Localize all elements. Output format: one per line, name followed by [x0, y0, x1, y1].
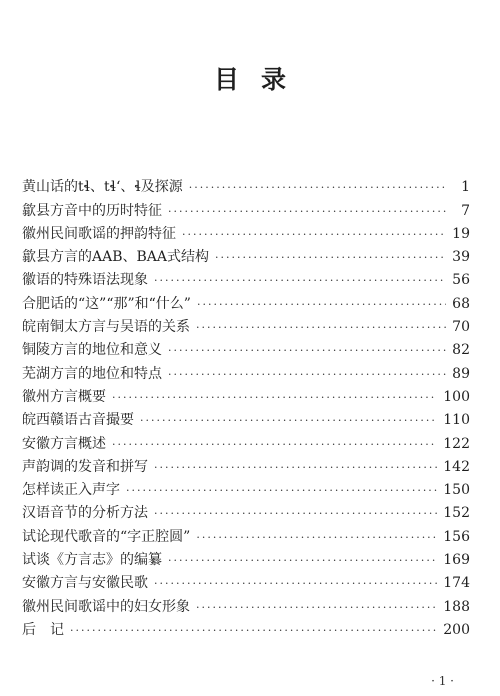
- toc-entry: [22, 521, 470, 544]
- toc-entry: [22, 405, 470, 428]
- toc-leader-dots: [168, 368, 446, 382]
- toc-entry-page: 152: [443, 505, 470, 522]
- toc-entry-page: 174: [443, 575, 470, 592]
- toc-entry: [22, 498, 470, 521]
- toc-leader-dots: [196, 601, 437, 615]
- toc-entry: [22, 428, 470, 451]
- toc-entry: [22, 591, 470, 614]
- toc-entry-title: 皖南铜太方言与吴语的关系: [22, 319, 190, 336]
- toc-entry-page: 68: [452, 295, 470, 312]
- toc-entry-page: 82: [452, 342, 470, 359]
- toc-leader-dots: [112, 438, 437, 452]
- toc-leader-dots: [126, 484, 437, 498]
- toc-entry-page: 110: [443, 412, 470, 429]
- toc-leader-dots: [215, 251, 446, 265]
- toc-entry-page: 56: [452, 272, 470, 289]
- toc-leader-dots: [154, 274, 446, 288]
- toc-entry: [22, 545, 470, 568]
- toc-leader-dots: [112, 391, 437, 405]
- toc-entry-page: 169: [443, 552, 470, 569]
- toc-leader-dots: [168, 554, 437, 568]
- toc-leader-dots: [182, 228, 446, 242]
- toc-leader-dots: [70, 624, 437, 638]
- toc-entry-page: 122: [443, 435, 470, 452]
- toc-leader-dots: [196, 531, 437, 545]
- toc-entry-title: 试论现代歌音的“字正腔圆”: [22, 528, 191, 545]
- toc-entry: [22, 312, 470, 335]
- toc-entry-page: 89: [452, 365, 470, 382]
- toc-entry-page: 19: [452, 225, 470, 242]
- toc-entry: [22, 219, 470, 242]
- toc-entry: [22, 172, 470, 195]
- toc-entry-title: 徽州民间歌谣中的妇女形象: [22, 598, 190, 615]
- toc-entry-title: 后 记: [22, 621, 64, 638]
- toc-entry: [22, 335, 470, 358]
- page-number: · 1 ·: [431, 674, 454, 688]
- toc-leader-dots: [168, 344, 446, 358]
- toc-leader-dots: [154, 577, 437, 591]
- toc-entry-page: 7: [461, 202, 470, 219]
- toc-entry-page: 142: [443, 458, 470, 475]
- toc-entry-page: 1: [461, 179, 470, 196]
- toc-entry-title: 汉语音节的分析方法: [22, 505, 148, 522]
- toc-entry-page: 150: [443, 482, 470, 499]
- toc-entry-title: 合肥话的“这”“那”和“什么”: [22, 295, 191, 312]
- toc-leader-dots: [140, 414, 437, 428]
- toc-entry-title: 皖西赣语古音撮要: [22, 412, 134, 429]
- toc-entry: [22, 475, 470, 498]
- toc-entry-page: 200: [443, 621, 470, 638]
- toc-entry-title: 芜湖方言的地位和特点: [22, 365, 162, 382]
- toc-entry-title: 徽语的特殊语法现象: [22, 272, 148, 289]
- toc-entry: [22, 382, 470, 405]
- table-of-contents: [22, 172, 470, 638]
- toc-entry: [22, 568, 470, 591]
- toc-entry-title: 徽州民间歌谣的押韵特征: [22, 225, 176, 242]
- toc-leader-dots: [168, 205, 448, 219]
- toc-leader-dots: [154, 507, 437, 521]
- toc-entry-title: 试谈《方言志》的编纂: [22, 552, 162, 569]
- toc-entry: [22, 242, 470, 265]
- toc-entry-title: 铜陵方言的地位和意义: [22, 342, 162, 359]
- toc-entry-title: 歙县方言的AAB、BAA式结构: [22, 249, 210, 266]
- toc-entry-page: 188: [443, 598, 470, 615]
- toc-entry-title: 怎样读正入声字: [22, 482, 120, 499]
- toc-leader-dots: [154, 461, 437, 475]
- toc-entry-page: 70: [452, 319, 470, 336]
- toc-leader-dots: [189, 181, 448, 195]
- toc-entry-page: 100: [443, 388, 470, 405]
- title-char-1: 目: [213, 65, 239, 94]
- toc-entry: [22, 288, 470, 311]
- toc-entry: [22, 358, 470, 381]
- toc-entry-title: 安徽方言与安徽民歌: [22, 575, 148, 592]
- toc-entry: [22, 195, 470, 218]
- toc-entry: [22, 265, 470, 288]
- toc-entry: [22, 452, 470, 475]
- toc-entry-title: 安徽方言概述: [22, 435, 106, 452]
- title-char-2: 录: [261, 65, 287, 94]
- toc-entry-page: 156: [443, 528, 470, 545]
- toc-leader-dots: [197, 298, 446, 312]
- toc-entry-page: 39: [452, 249, 470, 266]
- page-title: [0, 60, 500, 96]
- toc-leader-dots: [196, 321, 446, 335]
- toc-entry: [22, 615, 470, 638]
- toc-entry-title: 声韵调的发音和拼写: [22, 458, 148, 475]
- toc-entry-title: 徽州方言概要: [22, 388, 106, 405]
- toc-entry-title: 歙县方音中的历时特征: [22, 202, 162, 219]
- toc-entry-title: 黄山话的tɬ、tɬʻ、ɬ及探源: [22, 179, 183, 196]
